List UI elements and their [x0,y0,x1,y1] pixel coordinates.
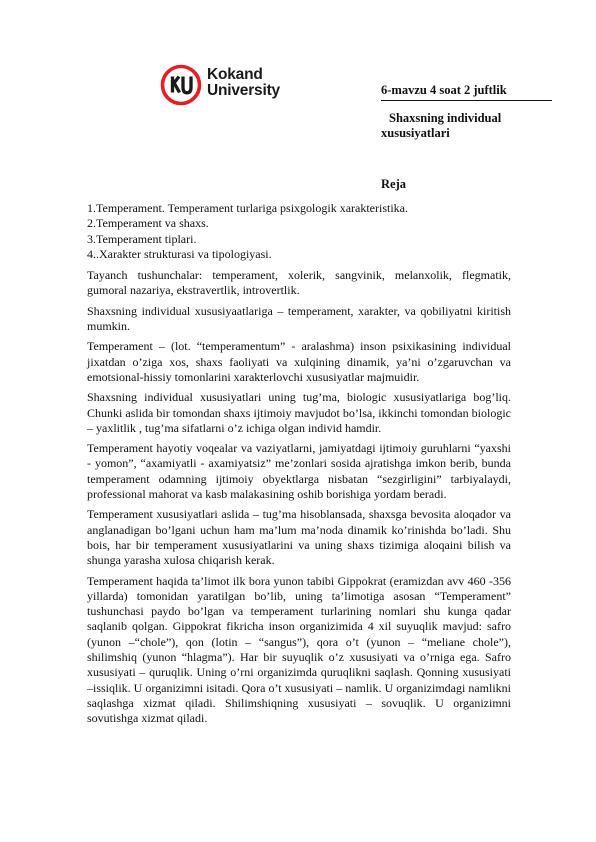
plan-list [87,201,511,262]
paragraph: Temperament – (lot. “temperamentum” - aralashma) inson psixikasining individual jixatdan o’ziga xos, shaxs faoliyati va xulqining dinamik, ya’ni o’zgaruvchan va emotsional-hissiy tomonlarini xarakterlovchi xususiyatlar majmuidir. [87,339,511,384]
plan-heading: Reja [381,177,406,191]
plan-item: 3.Temperament tiplari. [87,231,197,246]
logo-line-2: University [207,82,280,99]
ku-logo-icon [160,64,202,106]
title-line-2: xususiyatlari [381,126,450,140]
plan-item: 2.Temperament va shaxs. [87,216,209,231]
plan-item: 4..Xarakter strukturasi va tipologiyasi. [87,246,272,261]
title-line-1: Shaxsning individual [389,111,502,125]
document-body [87,201,511,727]
document-title [381,111,541,141]
logo-line-1: Kokand [207,66,263,83]
paragraph: Shaxsning individual xususiyaatlariga – temperament, xarakter, va qobiliyatni kiritish mumkin. [87,303,511,334]
kokand-university-logo [160,64,305,108]
paragraph: Temperament haqida ta’limot ilk bora yunon tabibi Gippokrat (eramizdan avv 460 -356 yillarda) tomonidan yaratilgan bo’lib, uning ta’limotiga asosan “Temperament” tushunchasi paydo bo’lgan va temperament turlarining nomlari shu kunga qadar saqlanib qolgan. Gippokrat fikricha inson organizimida 4 xil suyuqlik mavjud: safro (yunon –“chole”), qon (lotin – “sangus”), qora o’t (yunon – “meliane chole”), shilimshiq (yunon “hlagma”). Har bir suyuqlik o’z xususiyati va o’rniga ega. Safro xususiyati – quruqlik. Uning o’rni organizimda quruqlikni saqlash. Qonning xususiyati –issiqlik. U organizimni isitadi. Qora o’t xususiyati – namlik. U organizimdagi namlikni saqlashga xizmat qiladi. Shilimshiqning xususiyati – sovuqlik. U organizimni sovutishga xizmat qiladi. [87,573,511,726]
paragraph: Temperament hayotiy voqealar va vaziyatlarni, jamiyatdagi ijtimoiy guruhlarni “yaxshi - yomon”, “axamiyatli - axamiyatsiz” me’zonlari sosida ajratishga imkon berib, bunda temperament odamning ijtimoiy obyektlarga nisbatan “sezgirligini” tarbiyalaydi, professional mahorat va kasb malakasining oshib borishiga yordam beradi. [87,441,511,502]
plan-item: 1.Temperament. Temperament turlariga psixgologik xarakteristika. [87,201,408,215]
paragraph: Temperament xususiyatlari aslida – tug’ma hisoblansada, shaxsga bevosita aloqador va anglanadigan bo’lgani uchun ham ma’lum ma’noda dinamik ko’rinishda bo’ladi. Shu bois, har bir temperament xususiyatlarini va uning shaxs tizimiga aloqaini bilish va shunga yarasha xulosa chiqarish kerak. [87,507,511,568]
paragraph: Tayanch tushunchalar: temperament, xolerik, sangvinik, melanxolik, flegmatik, gumoral nazariya, ekstravertlik, introvertlik. [87,268,511,298]
topic-header: 6-mavzu 4 soat 2 juftlik [381,83,552,101]
logo-wordmark [207,67,280,99]
paragraph: Shaxsning individual xususiyatlari uning tug’ma, biologic xususiyatlariga bog’liq. Chunki aslida bir tomondan shaxs ijtimoiy mavjudot bo’lsa, ikkinchi tomondan biologic – yaxlitlik , tug’ma sifatlarni o’z ichiga olgan individ hamdir. [87,390,511,435]
